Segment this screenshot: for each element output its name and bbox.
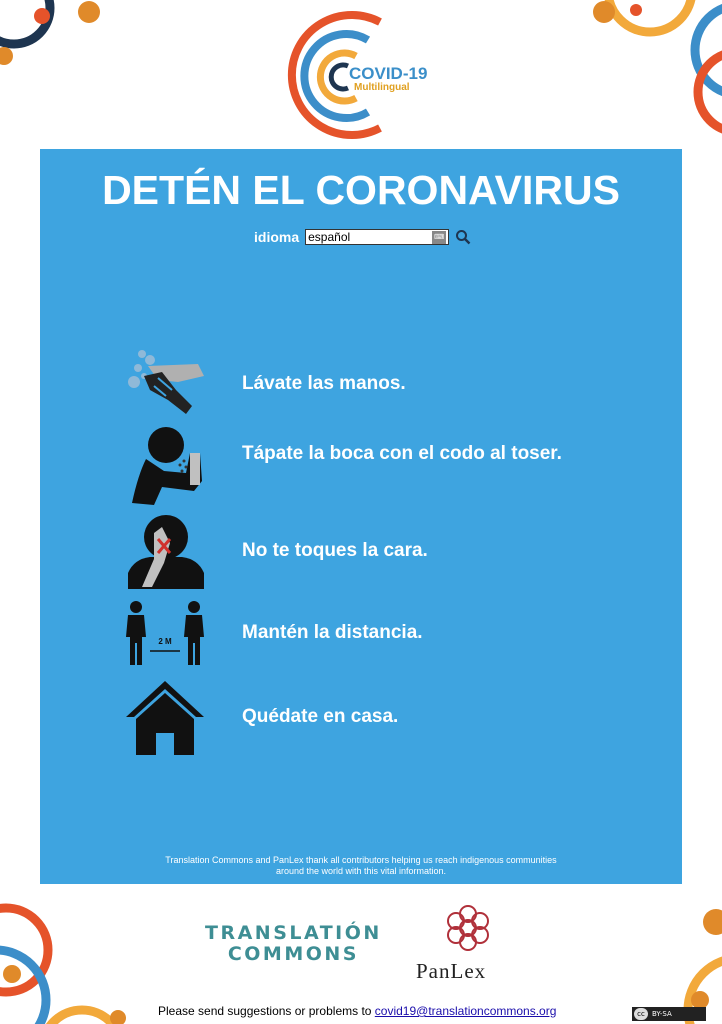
language-input[interactable] bbox=[305, 229, 449, 245]
hand-washing-icon bbox=[128, 346, 208, 420]
license-text: BY-SA bbox=[652, 1010, 672, 1018]
poster-panel bbox=[40, 149, 682, 884]
feedback-text: Please send suggestions or problems to bbox=[158, 1004, 375, 1018]
creative-commons-icon: cc bbox=[634, 1008, 648, 1020]
keyboard-icon[interactable]: ⌨ bbox=[432, 231, 446, 244]
no-touch-face-icon bbox=[124, 513, 208, 589]
translation-commons-logo[interactable] bbox=[205, 923, 382, 965]
page-title: DETÉN EL CORONAVIRUS bbox=[102, 167, 620, 213]
step-text: Mantén la distancia. bbox=[242, 622, 423, 643]
distance-label: 2 M bbox=[158, 637, 172, 646]
logo-subtitle: Multilingual bbox=[354, 82, 410, 93]
step-text: Quédate en casa. bbox=[242, 706, 399, 727]
language-label: idioma bbox=[254, 229, 300, 245]
stay-home-icon bbox=[122, 677, 208, 757]
language-value: español bbox=[308, 230, 351, 244]
panlex-logo-text[interactable]: PanLex bbox=[416, 959, 487, 983]
acknowledgement-text: Translation Commons and PanLex thank all contributors helping us reach indigenous communities around the world with this vital information. bbox=[165, 855, 557, 876]
license-badge[interactable] bbox=[632, 1007, 706, 1021]
step-text: Lávate las manos. bbox=[242, 373, 406, 394]
step-text: Tápate la boca con el codo al toser. bbox=[242, 443, 562, 464]
email-link[interactable]: covid19@translationcommons.org bbox=[374, 1004, 557, 1018]
panlex-emblem-icon bbox=[440, 900, 496, 956]
step-text: No te toques la cara. bbox=[242, 540, 428, 561]
feedback-line bbox=[158, 1004, 556, 1018]
tc-line1: TRANSLATIÓN bbox=[205, 922, 382, 944]
cough-into-elbow-icon bbox=[128, 425, 208, 509]
tc-line2: COMMONS bbox=[227, 943, 359, 965]
language-selector bbox=[254, 227, 471, 247]
keep-distance-icon bbox=[122, 601, 210, 667]
logo-title: COVID-19 bbox=[349, 64, 428, 83]
search-icon[interactable] bbox=[455, 229, 471, 245]
